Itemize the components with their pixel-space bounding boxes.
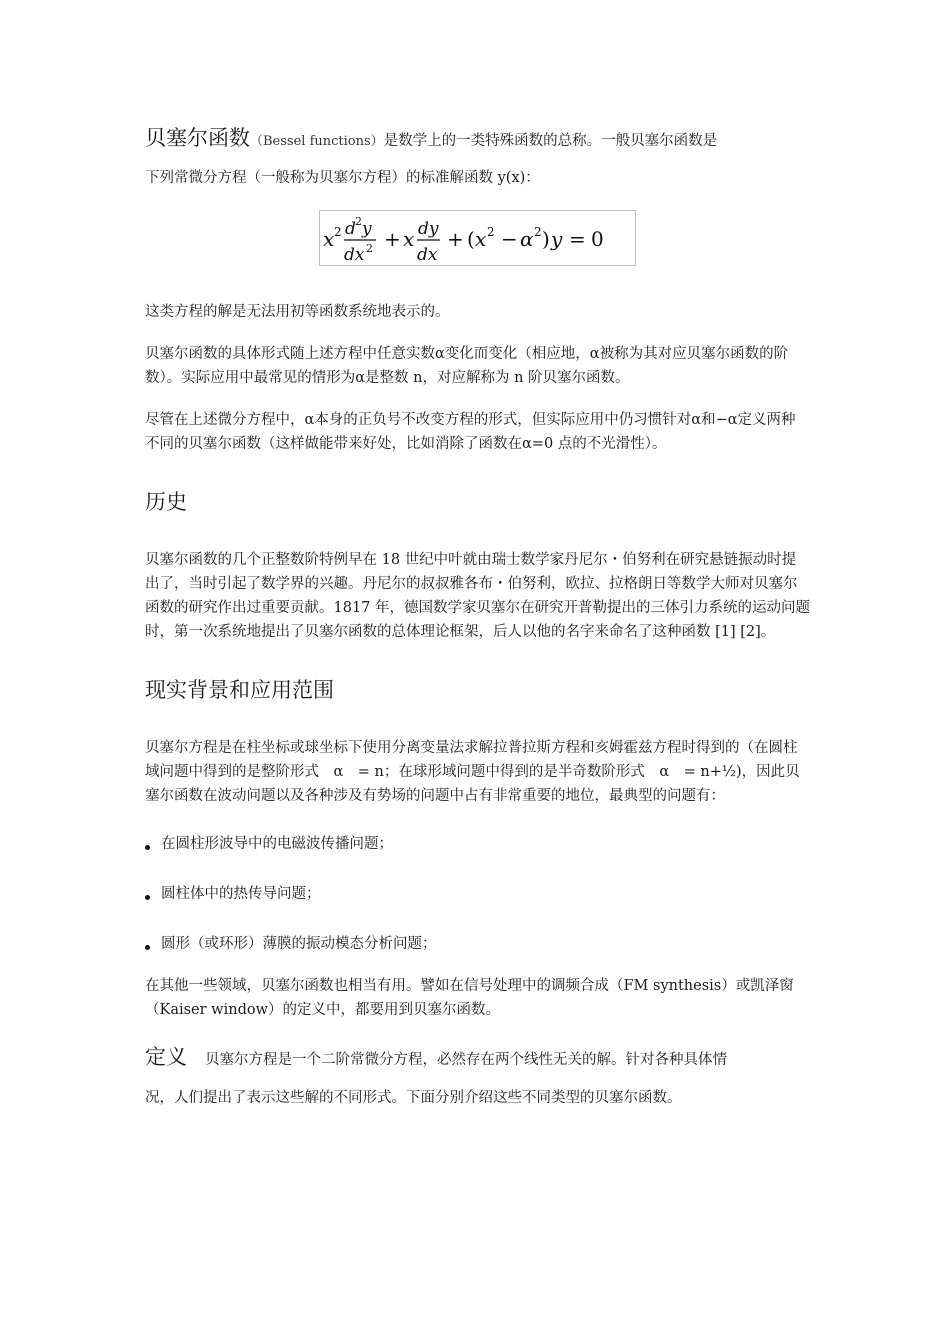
intro-paragraph <box>145 120 810 196</box>
bessel-equation-formula <box>319 210 636 266</box>
svg-text:2: 2 <box>534 225 542 239</box>
intro-title: 贝塞尔函数 <box>145 126 250 150</box>
svg-text:2: 2 <box>366 242 373 255</box>
bullet-icon <box>145 845 150 850</box>
paragraph-sign: 尽管在上述微分方程中，α本身的正负号不改变方程的形式，但实际应用中仍习惯针对α和−α定义两种不同的贝塞尔函数（这样做能带来好处，比如消除了函数在α=0 点的不光滑性）。 <box>145 412 796 452</box>
intro-line1: 是数学上的一类特殊函数的总称。一般贝塞尔函数是 <box>383 133 718 149</box>
list-item <box>145 882 810 906</box>
svg-text:x: x <box>403 227 415 251</box>
list-item-text: 圆柱体中的热传导问题； <box>161 886 321 902</box>
paragraph-applications: 贝塞尔方程是在柱坐标或球坐标下使用分离变量法求解拉普拉斯方程和亥姆霍兹方程时得到的（在圆柱域问题中得到的是整阶形式 α = n；在球形域问题中得到的是半奇数阶形式 α = n+½)，因此贝塞尔函数在波动问题以及各种涉及有势场的问题中占有非常重要的地位，最典型的问题有： <box>145 740 800 804</box>
definition-text1: 贝塞尔方程是一个二阶常微分方程，必然存在两个线性无关的解。针对各种具体情 <box>205 1052 727 1068</box>
paragraph-order: 贝塞尔函数的具体形式随上述方程中任意实数α变化而变化（相应地，α被称为其对应贝塞尔函数的阶数）。实际应用中最常见的情形为α是整数 n，对应解称为 n 阶贝塞尔函数。 <box>145 346 789 386</box>
intro-english-name: （Bessel functions） <box>250 134 384 149</box>
heading-definition: 定义 <box>145 1045 187 1069</box>
definition-line1 <box>145 1042 810 1075</box>
list-item-text: 圆形（或环形）薄膜的振动模态分析问题； <box>161 936 437 952</box>
list-item <box>145 932 810 956</box>
svg-text:y: y <box>362 219 372 239</box>
svg-text:2: 2 <box>334 225 342 239</box>
svg-text:α: α <box>520 227 534 251</box>
list-item-text: 在圆柱形波导中的电磁波传播问题； <box>161 836 393 852</box>
paragraph-other-fields: 在其他一些领域，贝塞尔函数也相当有用。譬如在信号处理中的调频合成（FM synthesis）或凯泽窗（Kaiser window）的定义中，都要用到贝塞尔函数。 <box>145 978 794 1018</box>
definition-section <box>145 1042 810 1113</box>
heading-applications: 现实背景和应用范围 <box>145 678 334 702</box>
svg-text:(: ( <box>467 227 475 251</box>
svg-text:dx: dx <box>344 245 365 264</box>
svg-text:−: − <box>501 227 518 251</box>
svg-text:2: 2 <box>355 215 362 228</box>
heading-history: 历史 <box>145 490 187 514</box>
svg-text:y: y <box>551 227 563 251</box>
svg-text:=: = <box>569 227 586 251</box>
document-page <box>145 120 810 1113</box>
svg-text:dy: dy <box>418 219 439 239</box>
intro-line2: 下列常微分方程（一般称为贝塞尔方程）的标准解函数 y(x)： <box>145 170 540 186</box>
formula-image <box>321 212 634 264</box>
svg-text:+: + <box>384 227 401 251</box>
svg-text:x: x <box>475 227 487 251</box>
svg-text:0: 0 <box>591 227 604 251</box>
paragraph-history: 贝塞尔函数的几个正整数阶特例早在 18 世纪中叶就由瑞士数学家丹尼尔・伯努利在研究悬链振动时提出了，当时引起了数学界的兴趣。丹尼尔的叔叔雅各布・伯努利，欧拉、拉格朗日等数学大师对贝塞尔函数的研究作出过重要贡献。1817 年，德国数学家贝塞尔在研究开普勒提出的三体引力系统的运动问题时，第一次系统地提出了贝塞尔函数的总体理论框架，后人以他的名字来命名了这种函数 [1] [2]。 <box>145 552 811 640</box>
svg-text:2: 2 <box>487 225 495 239</box>
list-item <box>145 832 810 856</box>
svg-text:+: + <box>447 227 464 251</box>
bullet-icon <box>145 895 150 900</box>
bullet-icon <box>145 945 150 950</box>
svg-text:d: d <box>345 219 356 239</box>
svg-text:dx: dx <box>417 245 438 264</box>
svg-text:): ) <box>542 227 550 251</box>
paragraph-no-elementary: 这类方程的解是无法用初等函数系统地表示的。 <box>145 304 450 320</box>
definition-line2: 况，人们提出了表示这些解的不同形式。下面分别介绍这些不同类型的贝塞尔函数。 <box>145 1090 682 1106</box>
svg-text:x: x <box>323 227 335 251</box>
